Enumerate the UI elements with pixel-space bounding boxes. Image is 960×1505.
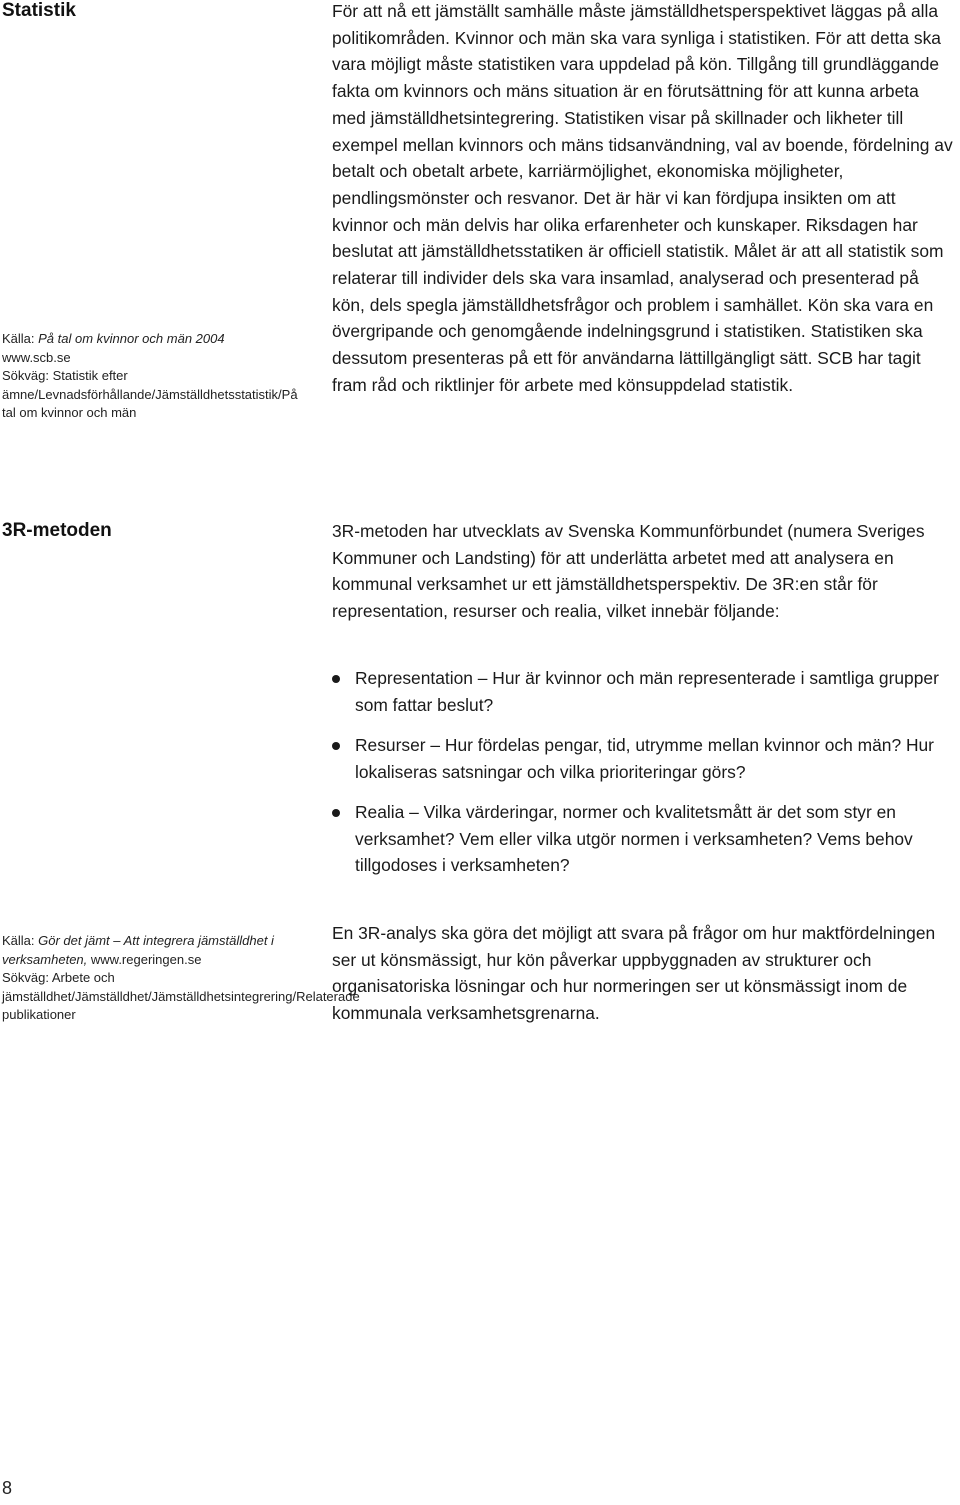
section-heading-statistik: Statistik [2, 0, 76, 21]
source-label: Källa: [2, 933, 39, 948]
list-item [332, 732, 956, 785]
3r-bullet-list [332, 665, 956, 892]
source-line [2, 330, 302, 349]
source-label: Källa: [2, 331, 39, 346]
page-number: 8 [2, 1478, 13, 1498]
list-item [332, 665, 956, 718]
statistik-paragraph: För att nå ett jämställt samhälle måste jämställdhetsperspektivet läggas på alla politikområden. Kvinnor och män ska vara synliga i statistiken. För att detta ska vara möjligt måste statistiken vara uppdelad på kön. Tillgång till grundläggande fakta om kvinnors och mäns situation är en förutsättning för att kunna arbeta med jämställdhetsintegrering. Statistiken visar på skillnader och likheter till exempel mellan kvinnors och mäns tidsanvändning, val av boende, fördelning av betalt och obetalt arbete, karriärmöjlighet, ekonomiska möjligheter, pendlingsmönster och resvanor. Det är här vi kan fördjupa insikten om att kvinnor och män delvis har olika erfarenheter och kunskaper. Riksdagen har beslutat att jämställdhetsstatiken är officiell statistik. Målet är att all statistik som relaterar till individer dels ska vara insamlad, analyserad och presenterad på kön, dels spegla jämställdhetsfrågor och problem i samhället. Kön ska vara en övergripande och genomgående indelningsgrund i statistiken. Statistiken ska dessutom presenteras på ett för användarna lättillgängligt sätt. SCB har tagit fram råd och riktlinjer för arbete med könsuppdelad statistik. [332, 1, 953, 395]
source-title: Gör det jämt – Att integrera jämställdhet i verksamheten, [2, 933, 274, 967]
source-path: Sökväg: Arbete och jämställdhet/Jämställdhet/Jämställdhetsintegrering/Relaterade publikationer [2, 970, 360, 1023]
3r-intro-paragraph: 3R-metoden har utvecklats av Svenska Kommunförbundet (numera Sveriges Kommuner och Landsting) för att underlätta arbetet med att analysera en kommunal verksamhet ur ett jämställdhetsperspektiv. De 3R:en står för representation, resurser och realia, vilket innebär följande: [332, 521, 925, 622]
source-url: www.regeringen.se [87, 951, 202, 967]
bullet-icon [332, 742, 340, 750]
3r-closing-paragraph: En 3R-analys ska göra det möjligt att svara på frågor om hur maktfördelningen ser ut könsmässigt, hur kön påverkar uppbyggnaden av strukturer och organisatoriska lösningar och hur normeringen ser ut könsmässigt inom de kommunala verksamhetsgrenarna. [332, 923, 936, 1024]
bullet-icon [332, 675, 340, 683]
source-url: www.scb.se [2, 349, 71, 365]
list-item-text: Realia – Vilka värderingar, normer och kvalitetsmått är det som styr en verksamhet? Vem eller vilka utgör normen i verksamheten? Vems behov tillgodoses i verksamheten? [355, 801, 913, 876]
bullet-icon [332, 809, 340, 817]
statistik-source [2, 330, 302, 423]
3r-source [2, 932, 360, 1025]
source-line [2, 932, 302, 969]
section-heading-3r-metoden: 3R-metoden [2, 520, 112, 541]
source-path: Sökväg: Statistik efter ämne/Levnadsförhållande/Jämställdhetsstatistik/På tal om kvinnor och män [2, 368, 298, 421]
list-item-text: Resurser – Hur fördelas pengar, tid, utrymme mellan kvinnor och män? Hur lokaliseras satsningar och vilka prioriteringar görs? [355, 734, 934, 782]
list-item [332, 799, 956, 879]
source-title: På tal om kvinnor och män 2004 [38, 331, 225, 346]
list-item-text: Representation – Hur är kvinnor och män representerade i samtliga grupper som fattar beslut? [355, 668, 939, 715]
